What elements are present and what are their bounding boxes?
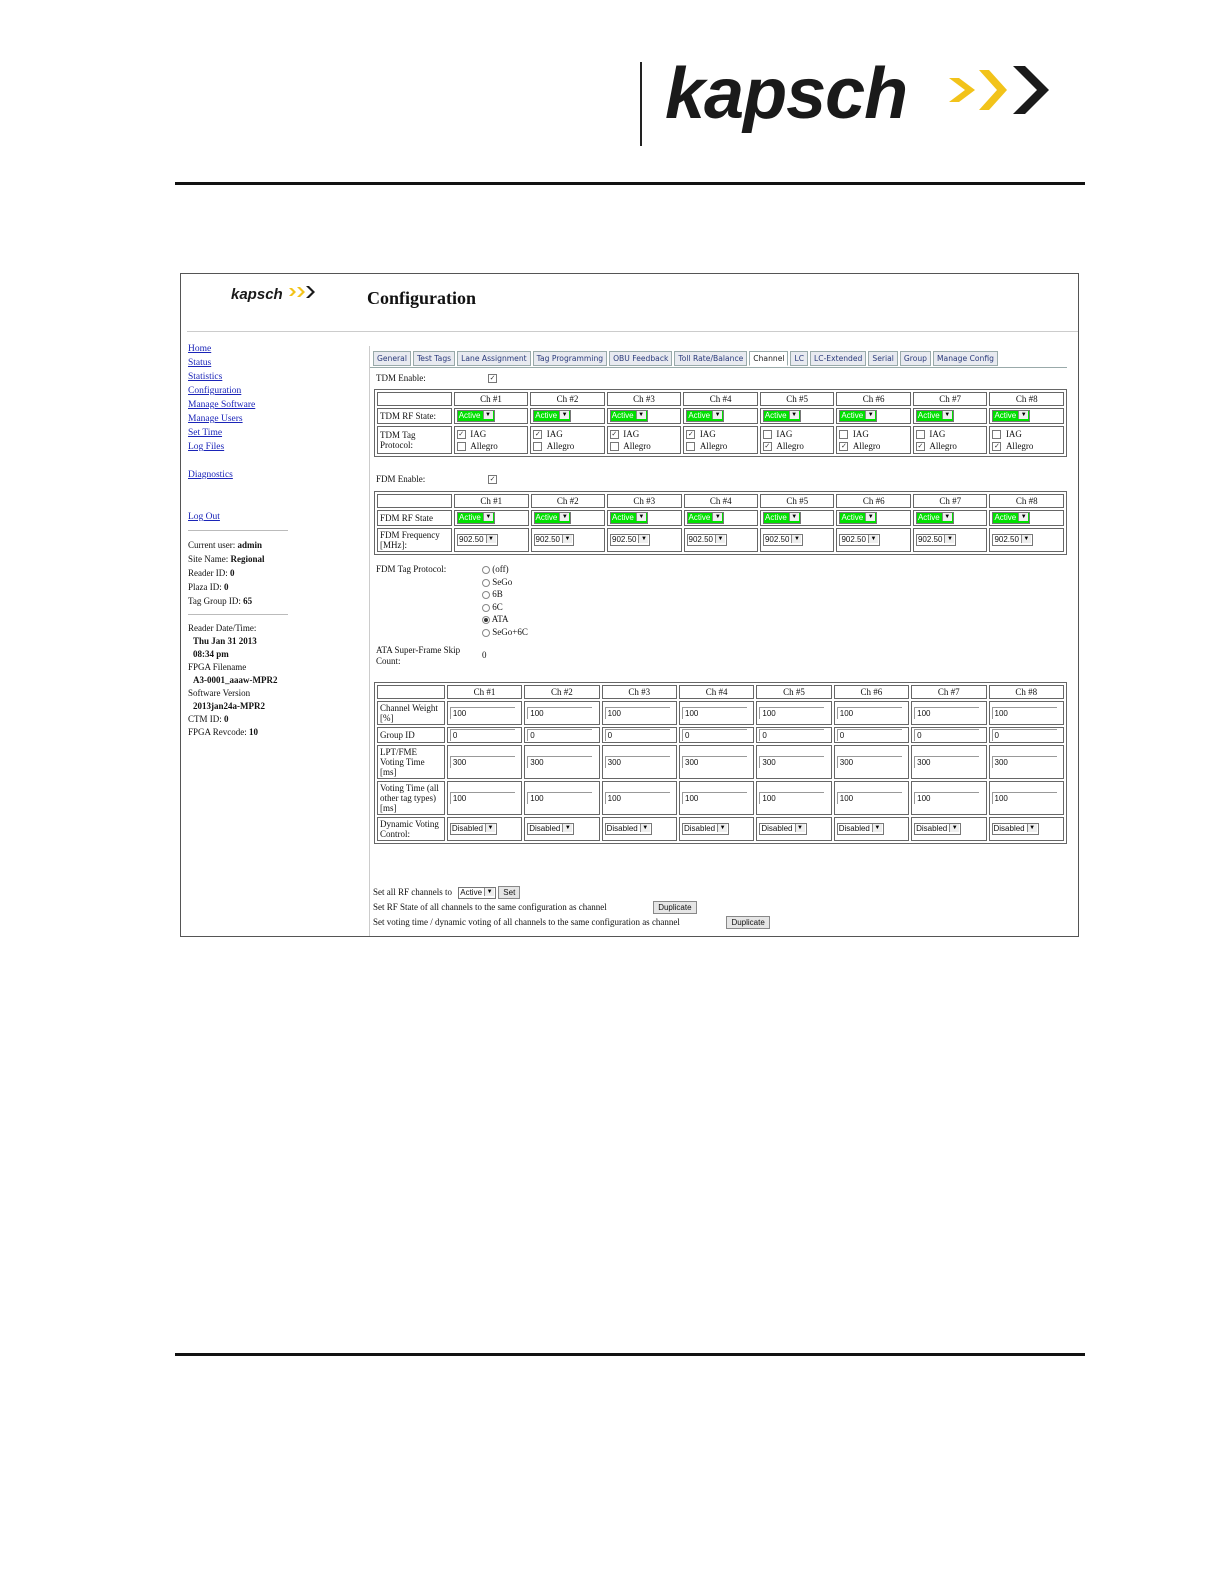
fdm-enable-label: FDM Enable: xyxy=(376,474,426,484)
tdm-rf-state-cell xyxy=(760,408,835,424)
other-voting-time-cell xyxy=(602,781,677,815)
tdm-tag-protocol-cell: ✓ IAG Allegro xyxy=(530,426,605,454)
fdm-protocol-option[interactable]: SeGo+6C xyxy=(482,626,528,639)
allegro-checkbox[interactable]: ✓ xyxy=(994,442,1000,451)
dropdown[interactable]: Active ▼ xyxy=(992,512,1030,524)
channel-header: Ch #5 xyxy=(756,685,831,699)
channel-weight-cell xyxy=(524,701,599,725)
nav-configuration[interactable]: Configuration xyxy=(188,386,242,396)
tab-test-tags[interactable]: Test Tags xyxy=(413,351,455,366)
radio-icon[interactable] xyxy=(482,604,490,612)
dropdown[interactable]: 902.50 ▼ xyxy=(457,534,497,546)
fdm-rf-state-cell xyxy=(531,510,605,526)
sidebar-separator-2 xyxy=(188,614,288,615)
channel-weight-input[interactable]: 100 xyxy=(527,707,592,719)
other-voting-time-cell xyxy=(911,781,986,815)
config-tabs xyxy=(373,351,998,366)
channel-header: Ch #1 xyxy=(454,392,529,406)
allegro-checkbox[interactable]: ✓ xyxy=(917,442,924,451)
allegro-checkbox[interactable] xyxy=(533,442,542,451)
fdm-protocol-option[interactable]: ATA xyxy=(482,613,528,626)
group-id-input[interactable]: 0 xyxy=(682,729,747,741)
dropdown[interactable]: 902.50 ▼ xyxy=(839,534,879,546)
tab-lc[interactable]: LC xyxy=(790,351,808,366)
header-divider xyxy=(640,62,642,146)
other-voting-time-cell xyxy=(447,781,522,815)
fdm-rf-state-cell xyxy=(454,510,528,526)
group-id-input[interactable]: 0 xyxy=(992,729,1057,741)
group-id-input[interactable]: 0 xyxy=(759,729,824,741)
dropdown[interactable]: Active ▼ xyxy=(916,410,954,422)
channel-header: Ch #7 xyxy=(911,685,986,699)
duplicate-rf-button[interactable]: Duplicate xyxy=(653,901,696,914)
channel-header: Ch #2 xyxy=(531,494,605,508)
other-voting-time-input[interactable]: 100 xyxy=(682,792,747,804)
channel-weight-input[interactable]: 100 xyxy=(605,707,670,719)
app-logo: kapsch xyxy=(231,286,315,304)
group-id-cell xyxy=(989,727,1065,743)
lpt-voting-time-input[interactable]: 300 xyxy=(759,756,824,768)
dropdown[interactable]: Active ▼ xyxy=(457,410,495,422)
group-id-input[interactable]: 0 xyxy=(837,729,902,741)
iag-checkbox[interactable] xyxy=(992,430,1001,439)
page-title: Configuration xyxy=(367,288,477,308)
radio-icon[interactable] xyxy=(482,579,490,587)
group-id-input[interactable]: 0 xyxy=(450,729,515,741)
tdm-rf-state-cell xyxy=(454,408,529,424)
fdm-protocol-option[interactable]: (off) xyxy=(482,563,528,576)
nav-status[interactable]: Status xyxy=(188,358,212,368)
tdm-tag-protocol-cell: ✓ IAG Allegro xyxy=(683,426,758,454)
group-id-cell xyxy=(679,727,754,743)
channel-header: Ch #6 xyxy=(834,685,909,699)
dropdown[interactable]: Active ▼ xyxy=(839,410,877,422)
radio-icon[interactable] xyxy=(482,629,490,637)
nav-home[interactable]: Home xyxy=(188,344,212,354)
fdm-rf-state-cell xyxy=(836,510,910,526)
channel-header: Ch #8 xyxy=(989,494,1064,508)
tdm-tag-protocol-cell: ✓ IAG Allegro xyxy=(454,426,529,454)
dropdown[interactable]: 902.50 ▼ xyxy=(534,534,574,546)
fdm-table: Ch #1 Ch #2 Ch #3 Ch #4 Ch #5 Ch #6 Ch #7 Ch #8 FDM RF State Active ▼ Active ▼ Active ▼ Active ▼ Active ▼ Active ▼ Active ▼ Active ▼ FDM Frequency [MHz]: 902.50 ▼ 902.50 ▼ 902.50 ▼ 902.50 ▼ 902.50 ▼ 902.50 ▼ 902.50 ▼ 902.50 ▼ xyxy=(374,491,1067,555)
lpt-voting-time-cell xyxy=(911,745,986,779)
fdm-tag-protocol-label: FDM Tag Protocol: xyxy=(376,564,447,574)
channel-header: Ch #7 xyxy=(913,392,988,406)
tdm-rf-state-cell xyxy=(683,408,758,424)
channel-header: Ch #3 xyxy=(607,494,681,508)
lpt-voting-time-input[interactable]: 300 xyxy=(605,756,670,768)
tab-general[interactable]: General xyxy=(373,351,411,366)
fdm-frequency-cell xyxy=(531,528,605,552)
iag-checkbox[interactable] xyxy=(916,430,925,439)
tdm-tag-protocol-cell: IAG ✓ Allegro xyxy=(913,426,988,454)
nav-set-time[interactable]: Set Time xyxy=(188,428,223,438)
fdm-rf-state-cell xyxy=(989,510,1064,526)
dropdown[interactable]: Active ▼ xyxy=(610,410,648,422)
voting-table: Ch #1 Ch #2 Ch #3 Ch #4 Ch #5 Ch #6 Ch #7 Ch #8 Channel Weight [%] 100 100 100 100 100 100 100 100 Group ID 0 0 0 0 0 0 0 0 LPT/FME Voting Time [ms] 300 300 300 300 300 300 300 300 Voting Time (all other tag types) [ms] 100 100 100 100 100 100 100 100 Dynamic Voting Control: Disabled ▼ Disabled ▼ Disabled ▼ Disabled ▼ Disabled ▼ Disabled ▼ Disabled ▼ Disabled ▼ xyxy=(374,682,1067,844)
channel-weight-input[interactable]: 100 xyxy=(759,707,824,719)
dropdown[interactable]: Active ▼ xyxy=(916,512,954,524)
fdm-rf-state-cell xyxy=(607,510,681,526)
sidebar-nav xyxy=(188,342,288,524)
channel-weight-cell xyxy=(756,701,831,725)
dropdown[interactable]: Disabled ▼ xyxy=(914,823,961,835)
dropdown[interactable]: 902.50 ▼ xyxy=(992,534,1032,546)
channel-header: Ch #4 xyxy=(683,392,758,406)
channel-weight-cell xyxy=(834,701,909,725)
allegro-checkbox[interactable] xyxy=(457,442,466,451)
tdm-tag-protocol-cell: IAG ✓ Allegro xyxy=(760,426,835,454)
tdm-rf-state-cell xyxy=(530,408,605,424)
dropdown[interactable]: Active ▼ xyxy=(457,512,495,524)
dropdown[interactable]: Active ▼ xyxy=(686,410,724,422)
dropdown[interactable]: Disabled ▼ xyxy=(837,823,884,835)
dropdown[interactable]: 902.50 ▼ xyxy=(763,534,803,546)
radio-icon[interactable] xyxy=(482,591,490,599)
allegro-checkbox[interactable] xyxy=(686,442,695,451)
dropdown[interactable]: Active ▼ xyxy=(763,410,801,422)
dynamic-voting-cell xyxy=(911,817,986,841)
dynamic-voting-cell xyxy=(447,817,522,841)
fdm-frequency-cell xyxy=(454,528,528,552)
channel-header: Ch #4 xyxy=(684,494,758,508)
channel-weight-input[interactable]: 100 xyxy=(914,707,979,719)
session-info: Current user: admin Site Name: Regional Reader ID: 0 Plaza ID: 0 Tag Group ID: 65 xyxy=(188,540,265,606)
channel-header: Ch #4 xyxy=(679,685,754,699)
dropdown[interactable]: Active ▼ xyxy=(687,512,725,524)
dynamic-voting-cell xyxy=(756,817,831,841)
group-id-cell xyxy=(756,727,831,743)
iag-checkbox[interactable]: ✓ xyxy=(458,430,465,439)
lpt-voting-time-cell xyxy=(679,745,754,779)
nav-log-files[interactable]: Log Files xyxy=(188,442,225,452)
tab-lc-extended[interactable]: LC-Extended xyxy=(810,351,866,366)
tdm-rf-state-cell xyxy=(607,408,682,424)
group-id-input[interactable]: 0 xyxy=(605,729,670,741)
tdm-enable-checkbox[interactable]: ✓ xyxy=(489,374,496,383)
lpt-voting-time-cell xyxy=(447,745,522,779)
fdm-protocol-option[interactable]: 6C xyxy=(482,601,528,614)
channel-header: Ch #5 xyxy=(760,494,834,508)
other-voting-time-cell xyxy=(834,781,909,815)
dropdown[interactable]: Active ▼ xyxy=(533,410,571,422)
dropdown[interactable]: Disabled ▼ xyxy=(450,823,497,835)
other-voting-time-cell xyxy=(524,781,599,815)
tdm-rf-state-cell xyxy=(989,408,1064,424)
dynamic-voting-cell xyxy=(602,817,677,841)
radio-icon[interactable] xyxy=(482,566,490,574)
lpt-voting-time-input[interactable]: 300 xyxy=(992,756,1057,768)
lpt-voting-time-cell xyxy=(524,745,599,779)
channel-header: Ch #6 xyxy=(836,494,910,508)
dropdown[interactable]: 902.50 ▼ xyxy=(687,534,727,546)
iag-checkbox[interactable]: ✓ xyxy=(534,430,541,439)
tab-tag-programming[interactable]: Tag Programming xyxy=(533,351,607,366)
group-id-input[interactable]: 0 xyxy=(527,729,592,741)
lpt-voting-time-input[interactable]: 300 xyxy=(450,756,515,768)
dynamic-voting-cell xyxy=(834,817,909,841)
fdm-frequency-cell xyxy=(989,528,1064,552)
channel-weight-input[interactable]: 100 xyxy=(450,707,515,719)
tdm-tag-protocol-cell: IAG ✓ Allegro xyxy=(836,426,911,454)
ata-skip-label: ATA Super-Frame Skip Count: xyxy=(376,645,461,666)
channel-weight-input[interactable]: 100 xyxy=(992,707,1057,719)
fdm-enable-checkbox[interactable]: ✓ xyxy=(489,475,496,484)
kapsch-logo xyxy=(665,54,908,134)
tab-lane-assignment[interactable]: Lane Assignment xyxy=(457,351,531,366)
channel-weight-input[interactable]: 100 xyxy=(682,707,747,719)
channel-header: Ch #3 xyxy=(602,685,677,699)
iag-checkbox[interactable] xyxy=(839,430,848,439)
fdm-rf-state-cell xyxy=(760,510,834,526)
dropdown[interactable]: Disabled ▼ xyxy=(992,823,1039,835)
other-voting-time-input[interactable]: 100 xyxy=(992,792,1057,804)
fdm-tag-protocol-radios xyxy=(482,563,528,639)
channel-header: Ch #2 xyxy=(530,392,605,406)
lpt-voting-time-input[interactable]: 300 xyxy=(837,756,902,768)
title-divider xyxy=(187,331,1078,332)
sidebar-separator xyxy=(188,530,288,531)
channel-weight-input[interactable]: 100 xyxy=(837,707,902,719)
fdm-frequency-cell xyxy=(836,528,910,552)
reader-info: Reader Date/Time: Thu Jan 31 2013 08:34 pm FPGA Filename A3-0001_aaaw-MPR2 Software Version 2013jan24a-MPR2 CTM ID: 0 FPGA Revcode: 10 xyxy=(188,623,278,737)
other-voting-time-input[interactable]: 100 xyxy=(605,792,670,804)
lpt-voting-time-input[interactable]: 300 xyxy=(682,756,747,768)
group-id-input[interactable]: 0 xyxy=(914,729,979,741)
channel-header: Ch #2 xyxy=(524,685,599,699)
channel-header: Ch #8 xyxy=(989,392,1064,406)
nav-statistics[interactable]: Statistics xyxy=(188,372,223,382)
footer-rule xyxy=(175,1353,1085,1356)
dropdown[interactable]: Disabled ▼ xyxy=(682,823,729,835)
group-id-cell xyxy=(602,727,677,743)
fdm-rf-state-cell xyxy=(913,510,987,526)
dropdown[interactable]: Active ▼ xyxy=(763,512,801,524)
lpt-voting-time-input[interactable]: 300 xyxy=(914,756,979,768)
tab-obu-feedback[interactable]: OBU Feedback xyxy=(609,351,672,366)
tab-group[interactable]: Group xyxy=(900,351,931,366)
channel-weight-cell xyxy=(602,701,677,725)
other-voting-time-input[interactable]: 100 xyxy=(914,792,979,804)
channel-header: Ch #8 xyxy=(989,685,1065,699)
tab-channel[interactable]: Channel xyxy=(749,351,788,366)
channel-weight-cell xyxy=(989,701,1065,725)
channel-weight-cell xyxy=(911,701,986,725)
channel-weight-cell xyxy=(679,701,754,725)
fdm-frequency-cell xyxy=(607,528,681,552)
logo-chevrons-icon xyxy=(949,64,1071,116)
dropdown[interactable]: 902.50 ▼ xyxy=(610,534,650,546)
app-logo-chevrons-icon xyxy=(289,286,315,298)
fdm-rf-state-cell xyxy=(684,510,758,526)
set-button[interactable]: Set xyxy=(498,886,520,899)
radio-icon[interactable] xyxy=(482,616,490,624)
dropdown[interactable]: Active ▼ xyxy=(839,512,877,524)
dropdown[interactable]: Disabled ▼ xyxy=(605,823,652,835)
other-voting-time-input[interactable]: 100 xyxy=(837,792,902,804)
other-voting-time-cell xyxy=(989,781,1065,815)
fdm-protocol-option[interactable]: 6B xyxy=(482,588,528,601)
tdm-rf-state-cell xyxy=(913,408,988,424)
nav-manage-software[interactable]: Manage Software xyxy=(188,400,256,410)
channel-header: Ch #6 xyxy=(836,392,911,406)
iag-checkbox[interactable] xyxy=(763,430,772,439)
dynamic-voting-cell xyxy=(524,817,599,841)
fdm-frequency-cell xyxy=(684,528,758,552)
channel-weight-cell xyxy=(447,701,522,725)
iag-checkbox[interactable]: ✓ xyxy=(611,430,618,439)
tdm-tag-protocol-cell: ✓ IAG Allegro xyxy=(607,426,682,454)
group-id-cell xyxy=(834,727,909,743)
fdm-frequency-cell xyxy=(760,528,834,552)
other-voting-time-input[interactable]: 100 xyxy=(759,792,824,804)
channel-header: Ch #5 xyxy=(760,392,835,406)
dup-voting-row: Set voting time / dynamic voting of all channels to the same configuration as channel Duplicate xyxy=(373,916,770,929)
dropdown[interactable]: Disabled ▼ xyxy=(527,823,574,835)
header-rule xyxy=(175,182,1085,185)
configuration-screenshot xyxy=(180,273,1079,937)
duplicate-voting-button[interactable]: Duplicate xyxy=(726,916,769,929)
ata-skip-count[interactable]: 0 xyxy=(482,650,487,660)
lpt-voting-time-cell xyxy=(756,745,831,779)
config-content xyxy=(369,346,1067,936)
other-voting-time-input[interactable]: 100 xyxy=(450,792,515,804)
dropdown[interactable]: Disabled ▼ xyxy=(759,823,806,835)
allegro-checkbox[interactable]: ✓ xyxy=(764,442,771,451)
channel-header: Ch #3 xyxy=(607,392,682,406)
set-all-select[interactable]: Active ▼ xyxy=(458,887,496,899)
group-id-cell xyxy=(911,727,986,743)
lpt-voting-time-cell xyxy=(602,745,677,779)
lpt-voting-time-cell xyxy=(989,745,1065,779)
other-voting-time-cell xyxy=(756,781,831,815)
lpt-voting-time-cell xyxy=(834,745,909,779)
fdm-protocol-option[interactable]: SeGo xyxy=(482,576,528,589)
tdm-rf-state-cell xyxy=(836,408,911,424)
group-id-cell xyxy=(447,727,522,743)
set-all-row: Set all RF channels to Active ▼ Set xyxy=(373,886,520,899)
nav-manage-users[interactable]: Manage Users xyxy=(188,414,243,424)
logo-wordmark: kapsch xyxy=(665,54,908,134)
dynamic-voting-cell xyxy=(989,817,1065,841)
channel-header: Ch #7 xyxy=(913,494,987,508)
fdm-frequency-cell xyxy=(913,528,987,552)
tdm-table: Ch #1 Ch #2 Ch #3 Ch #4 Ch #5 Ch #6 Ch #7 Ch #8 TDM RF State: Active ▼ Active ▼ Active ▼ Active ▼ Active ▼ Active ▼ Active ▼ Active ▼ TDM Tag Protocol: ✓ IAG Allegro ✓ IAG Allegro ✓ IAG Allegro ✓ IAG Allegro IAG ✓ Allegro IAG ✓ Allegro IAG ✓ Allegro IAG ✓ Allegro xyxy=(374,389,1067,457)
channel-header: Ch #1 xyxy=(447,685,522,699)
tab-serial[interactable]: Serial xyxy=(868,351,898,366)
channel-header: Ch #1 xyxy=(454,494,528,508)
dropdown[interactable]: Active ▼ xyxy=(610,512,648,524)
group-id-cell xyxy=(524,727,599,743)
allegro-checkbox[interactable]: ✓ xyxy=(840,442,847,451)
tab-manage-config[interactable]: Manage Config xyxy=(933,351,998,366)
dropdown[interactable]: Active ▼ xyxy=(534,512,572,524)
dup-rf-row: Set RF State of all channels to the same configuration as channel Duplicate xyxy=(373,901,697,914)
allegro-checkbox[interactable] xyxy=(610,442,619,451)
dynamic-voting-cell xyxy=(679,817,754,841)
other-voting-time-cell xyxy=(679,781,754,815)
dropdown[interactable]: Active ▼ xyxy=(992,410,1030,422)
tdm-tag-protocol-cell: IAG ✓ Allegro xyxy=(989,426,1064,454)
nav-diagnostics[interactable]: Diagnostics xyxy=(188,470,233,480)
tdm-enable-label: TDM Enable: xyxy=(376,373,426,383)
iag-checkbox[interactable]: ✓ xyxy=(687,430,694,439)
tab-toll-rate-balance[interactable]: Toll Rate/Balance xyxy=(674,351,747,366)
nav-log-out[interactable]: Log Out xyxy=(188,512,220,522)
dropdown[interactable]: 902.50 ▼ xyxy=(916,534,956,546)
other-voting-time-input[interactable]: 100 xyxy=(527,792,592,804)
lpt-voting-time-input[interactable]: 300 xyxy=(527,756,592,768)
